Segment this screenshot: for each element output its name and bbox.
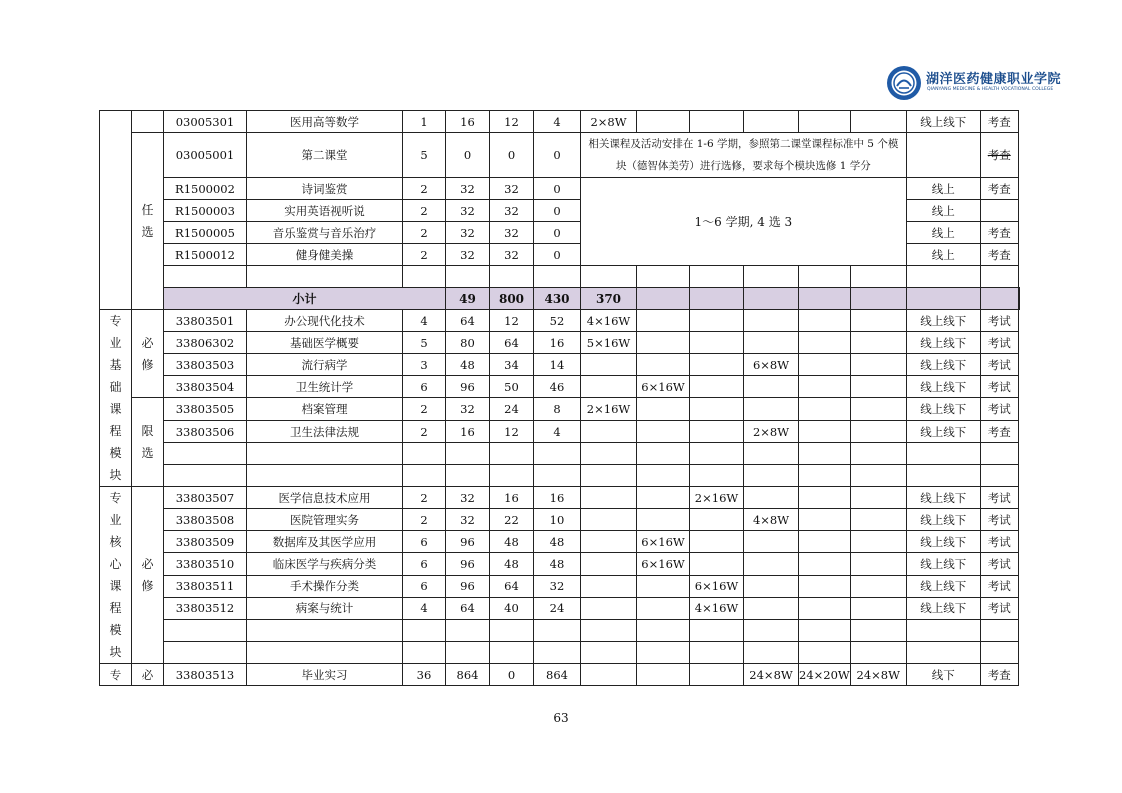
credits: 6: [403, 376, 446, 398]
semester-5: [799, 553, 851, 575]
course-name: 医学信息技术应用: [247, 487, 403, 509]
empty-cell: [446, 266, 490, 288]
teaching-mode: 线上线下: [906, 509, 980, 531]
module-label: 专: [100, 664, 132, 686]
theory-hours: 16: [490, 487, 534, 509]
course-name: 手术操作分类: [247, 575, 403, 597]
practice-hours: 8: [534, 398, 581, 421]
total-hours: 16: [446, 421, 490, 443]
theory-hours: 48: [490, 553, 534, 575]
semester-1: [581, 597, 637, 619]
course-code: 33803504: [164, 376, 247, 398]
empty-cell: [581, 266, 637, 288]
course-name: 卫生法律法规: [247, 421, 403, 443]
credits: 2: [403, 222, 446, 244]
semester-1: [581, 531, 637, 553]
assessment: 考试: [980, 487, 1018, 509]
practice-hours: 16: [534, 487, 581, 509]
semester-1: 2×8W: [581, 111, 637, 133]
table-row: [100, 354, 1020, 376]
teaching-mode: 线下: [906, 664, 980, 686]
semester-4: [744, 553, 799, 575]
assessment: 考试: [980, 575, 1018, 597]
second-classroom-note: 相关课程及活动安排在 1-6 学期，参照第二课堂课程标准中 5 个模块（德智体美劳）进行选修，要求每个模块选修 1 学分: [581, 133, 907, 178]
course-name: 实用英语视听说: [247, 200, 403, 222]
practice-hours: 10: [534, 509, 581, 531]
semester-4: [744, 575, 799, 597]
practice-hours: 0: [534, 244, 581, 266]
semester-2: [637, 421, 690, 443]
semester-5: 24×20W: [799, 664, 851, 686]
total-hours: 96: [446, 553, 490, 575]
teaching-mode: 线上线下: [906, 597, 980, 619]
semester-6: [850, 553, 906, 575]
assessment: 考查: [980, 178, 1018, 200]
semester-5: [799, 398, 851, 421]
course-name: 卫生统计学: [247, 376, 403, 398]
page-number: 63: [553, 711, 569, 725]
empty-cell: [637, 266, 690, 288]
theory-hours: 12: [490, 111, 534, 133]
credits: 2: [403, 509, 446, 531]
teaching-mode: 线上线下: [906, 354, 980, 376]
assessment: 考查: [980, 133, 1018, 178]
table-row: [100, 332, 1020, 354]
semester-3: [690, 531, 744, 553]
total-hours: 48: [446, 354, 490, 376]
semester-2: 6×16W: [637, 553, 690, 575]
practice-hours: 4: [534, 421, 581, 443]
teaching-mode: 线上线下: [906, 531, 980, 553]
theory-hours: 32: [490, 200, 534, 222]
school-logo: [886, 65, 1062, 103]
semester-2: [637, 509, 690, 531]
assessment: 考试: [980, 597, 1018, 619]
total-hours: 16: [446, 111, 490, 133]
course-name: 健身健美操: [247, 244, 403, 266]
limited-elective-label: 限选: [132, 398, 164, 487]
semester-5: [799, 111, 851, 133]
course-code: R1500005: [164, 222, 247, 244]
school-name-english: QIANYANG MEDICINE & HEALTH VOCATIONAL COLLEGE: [927, 87, 1054, 92]
semester-2: [637, 354, 690, 376]
credits: 2: [403, 398, 446, 421]
practice-hours: 48: [534, 531, 581, 553]
course-code: 33803510: [164, 553, 247, 575]
semester-6: [850, 111, 906, 133]
credits: 6: [403, 553, 446, 575]
table-row: [100, 376, 1020, 398]
semester-5: [799, 310, 851, 332]
semester-5: [799, 376, 851, 398]
total-hours: 96: [446, 575, 490, 597]
course-code: 33803503: [164, 354, 247, 376]
course-code: R1500012: [164, 244, 247, 266]
semester-2: [637, 575, 690, 597]
course-code: 33803505: [164, 398, 247, 421]
semester-6: [850, 421, 906, 443]
practice-hours: 16: [534, 332, 581, 354]
course-code: 03005001: [164, 133, 247, 178]
assessment: 考查: [980, 244, 1018, 266]
practice-hours: 14: [534, 354, 581, 376]
empty-cell: [490, 266, 534, 288]
required-label: 必修: [132, 487, 164, 664]
credits: 2: [403, 244, 446, 266]
semester-4: 24×8W: [744, 664, 799, 686]
empty-cell: [980, 266, 1018, 288]
semester-3: [690, 111, 744, 133]
table-row: [100, 619, 1020, 641]
semester-3: [690, 509, 744, 531]
table-row: [100, 664, 1020, 686]
empty-cell: [403, 266, 446, 288]
subtotal-label: 小计: [164, 288, 446, 310]
teaching-mode: 线上线下: [906, 111, 980, 133]
course-code: 33803507: [164, 487, 247, 509]
credits: 2: [403, 200, 446, 222]
table-row: [100, 641, 1020, 663]
total-hours: 64: [446, 310, 490, 332]
semester-4: [744, 332, 799, 354]
empty-cell: [906, 266, 980, 288]
course-code: 33803509: [164, 531, 247, 553]
semester-3: [690, 332, 744, 354]
total-hours: 96: [446, 531, 490, 553]
teaching-mode: 线上线下: [906, 376, 980, 398]
subtotal-practice-hours: 370: [581, 288, 637, 310]
credits: 2: [403, 421, 446, 443]
theory-hours: 64: [490, 575, 534, 597]
semester-4: [744, 398, 799, 421]
teaching-mode: 线上: [906, 222, 980, 244]
table-row: [100, 266, 1020, 288]
semester-3: [690, 664, 744, 686]
semester-5: [799, 597, 851, 619]
total-hours: 64: [446, 597, 490, 619]
total-hours: 32: [446, 509, 490, 531]
table-row: [100, 575, 1020, 597]
semester-1: 2×16W: [581, 398, 637, 421]
semester-2: [637, 310, 690, 332]
semester-6: [850, 310, 906, 332]
semester-1: 5×16W: [581, 332, 637, 354]
subtotal-total-hours: 800: [490, 288, 534, 310]
credits: 5: [403, 332, 446, 354]
assessment: 考查: [980, 421, 1018, 443]
semester-2: [637, 332, 690, 354]
elective-note: 1～6 学期, 4 选 3: [581, 178, 907, 266]
teaching-mode: 线上线下: [906, 421, 980, 443]
semester-4: [744, 111, 799, 133]
assessment: 考试: [980, 310, 1018, 332]
total-hours: 32: [446, 178, 490, 200]
semester-5: [799, 487, 851, 509]
subtotal-credits: 49: [446, 288, 490, 310]
course-name: 医院管理实务: [247, 509, 403, 531]
semester-6: [850, 398, 906, 421]
theory-hours: 32: [490, 222, 534, 244]
semester-3: [690, 421, 744, 443]
total-hours: 864: [446, 664, 490, 686]
teaching-mode: 线上: [906, 200, 980, 222]
semester-3: [690, 398, 744, 421]
theory-hours: 12: [490, 421, 534, 443]
assessment: 考查: [980, 664, 1018, 686]
assessment: 考查: [980, 111, 1018, 133]
credits: 1: [403, 111, 446, 133]
theory-hours: 22: [490, 509, 534, 531]
table-row: [100, 133, 1020, 178]
semester-4: [744, 531, 799, 553]
practice-hours: 32: [534, 575, 581, 597]
course-name: 音乐鉴赏与音乐治疗: [247, 222, 403, 244]
teaching-mode: 线上线下: [906, 332, 980, 354]
empty-cell: [534, 266, 581, 288]
assessment: 考试: [980, 398, 1018, 421]
credits: 2: [403, 487, 446, 509]
course-name: 档案管理: [247, 398, 403, 421]
assessment: [980, 200, 1018, 222]
semester-6: [850, 487, 906, 509]
subtotal-theory-hours: 430: [534, 288, 581, 310]
semester-3: 6×16W: [690, 575, 744, 597]
semester-6: [850, 575, 906, 597]
semester-5: [799, 531, 851, 553]
assessment: 考试: [980, 376, 1018, 398]
type-cell: [132, 111, 164, 133]
course-code: R1500003: [164, 200, 247, 222]
subtotal-row: [100, 288, 1020, 310]
semester-2: [637, 487, 690, 509]
semester-2: 6×16W: [637, 531, 690, 553]
course-name: 基础医学概要: [247, 332, 403, 354]
module-label-basic: 专业基础课程模块: [100, 310, 132, 487]
total-hours: 32: [446, 222, 490, 244]
teaching-mode: 线上线下: [906, 310, 980, 332]
semester-6: [850, 332, 906, 354]
semester-1: [581, 664, 637, 686]
empty-cell: [247, 266, 403, 288]
semester-3: [690, 553, 744, 575]
practice-hours: 52: [534, 310, 581, 332]
module-cell-public: [100, 111, 132, 310]
semester-4: 6×8W: [744, 354, 799, 376]
course-name: 医用高等数学: [247, 111, 403, 133]
teaching-mode: 线上: [906, 178, 980, 200]
semester-4: [744, 597, 799, 619]
semester-2: [637, 664, 690, 686]
semester-1: [581, 354, 637, 376]
semester-5: [799, 509, 851, 531]
credits: 3: [403, 354, 446, 376]
semester-6: [850, 509, 906, 531]
course-name: 诗词鉴赏: [247, 178, 403, 200]
theory-hours: 0: [490, 133, 534, 178]
theory-hours: 12: [490, 310, 534, 332]
empty-cell: [850, 266, 906, 288]
school-name: 湖洋医药健康职业学院: [926, 72, 1062, 87]
assessment: 考试: [980, 354, 1018, 376]
semester-6: 24×8W: [850, 664, 906, 686]
course-code: 33806302: [164, 332, 247, 354]
semester-1: [581, 575, 637, 597]
practice-hours: 0: [534, 178, 581, 200]
empty-cell: [744, 266, 799, 288]
total-hours: 32: [446, 398, 490, 421]
semester-1: [581, 553, 637, 575]
semester-6: [850, 376, 906, 398]
semester-5: [799, 354, 851, 376]
course-code: 33803501: [164, 310, 247, 332]
module-label-core: 专业核心课程模块: [100, 487, 132, 664]
practice-hours: 864: [534, 664, 581, 686]
assessment: 考查: [980, 222, 1018, 244]
course-name: 办公现代化技术: [247, 310, 403, 332]
assessment: 考试: [980, 332, 1018, 354]
semester-4: 2×8W: [744, 421, 799, 443]
semester-1: [581, 421, 637, 443]
total-hours: 96: [446, 376, 490, 398]
theory-hours: 0: [490, 664, 534, 686]
table-row: [100, 178, 1020, 200]
credits: 4: [403, 310, 446, 332]
semester-3: [690, 354, 744, 376]
practice-hours: 48: [534, 553, 581, 575]
practice-hours: 0: [534, 133, 581, 178]
semester-3: 4×16W: [690, 597, 744, 619]
theory-hours: 34: [490, 354, 534, 376]
assessment: 考试: [980, 509, 1018, 531]
school-emblem-icon: [886, 65, 922, 101]
semester-1: 4×16W: [581, 310, 637, 332]
course-name: 临床医学与疾病分类: [247, 553, 403, 575]
course-name: 数据库及其医学应用: [247, 531, 403, 553]
course-name: 毕业实习: [247, 664, 403, 686]
practice-hours: 46: [534, 376, 581, 398]
total-hours: 32: [446, 244, 490, 266]
semester-5: [799, 332, 851, 354]
semester-2: [637, 398, 690, 421]
course-name: 第二课堂: [247, 133, 403, 178]
table-row: [100, 111, 1020, 133]
semester-2: [637, 111, 690, 133]
semester-4: [744, 487, 799, 509]
empty-cell: [164, 266, 247, 288]
credits: 6: [403, 531, 446, 553]
practice-hours: 4: [534, 111, 581, 133]
assessment: 考试: [980, 531, 1018, 553]
course-code: 33803511: [164, 575, 247, 597]
course-code: 33803506: [164, 421, 247, 443]
teaching-mode: [906, 133, 980, 178]
practice-hours: 0: [534, 200, 581, 222]
semester-5: [799, 575, 851, 597]
elective-group-label: 任选: [132, 133, 164, 310]
semester-6: [850, 597, 906, 619]
semester-2: [637, 597, 690, 619]
course-code: 03005301: [164, 111, 247, 133]
theory-hours: 50: [490, 376, 534, 398]
total-hours: 0: [446, 133, 490, 178]
theory-hours: 32: [490, 178, 534, 200]
practice-hours: 0: [534, 222, 581, 244]
semester-4: [744, 310, 799, 332]
teaching-mode: 线上线下: [906, 398, 980, 421]
table-row: [100, 509, 1020, 531]
semester-1: [581, 376, 637, 398]
course-name: 病案与统计: [247, 597, 403, 619]
table-row: [100, 597, 1020, 619]
table-row: [100, 531, 1020, 553]
table-row: [100, 421, 1020, 443]
practice-hours: 24: [534, 597, 581, 619]
course-table: [99, 110, 1020, 686]
credits: 6: [403, 575, 446, 597]
semester-4: [744, 376, 799, 398]
credits: 36: [403, 664, 446, 686]
required-label: 必: [132, 664, 164, 686]
course-name: 流行病学: [247, 354, 403, 376]
table-row: [100, 465, 1020, 487]
assessment: 考试: [980, 553, 1018, 575]
semester-5: [799, 421, 851, 443]
course-code: 33803512: [164, 597, 247, 619]
table-row: [100, 398, 1020, 421]
total-hours: 80: [446, 332, 490, 354]
semester-4: 4×8W: [744, 509, 799, 531]
credits: 5: [403, 133, 446, 178]
semester-1: [581, 487, 637, 509]
theory-hours: 40: [490, 597, 534, 619]
semester-3: 2×16W: [690, 487, 744, 509]
semester-3: [690, 376, 744, 398]
empty-cell: [799, 266, 851, 288]
total-hours: 32: [446, 487, 490, 509]
table-row: [100, 553, 1020, 575]
semester-3: [690, 310, 744, 332]
credits: 4: [403, 597, 446, 619]
total-hours: 32: [446, 200, 490, 222]
teaching-mode: 线上线下: [906, 575, 980, 597]
semester-2: 6×16W: [637, 376, 690, 398]
course-code: R1500002: [164, 178, 247, 200]
credits: 2: [403, 178, 446, 200]
table-row: [100, 310, 1020, 332]
theory-hours: 24: [490, 398, 534, 421]
table-row: [100, 487, 1020, 509]
semester-6: [850, 531, 906, 553]
theory-hours: 64: [490, 332, 534, 354]
semester-1: [581, 509, 637, 531]
theory-hours: 48: [490, 531, 534, 553]
theory-hours: 32: [490, 244, 534, 266]
required-label: 必修: [132, 310, 164, 398]
course-code: 33803508: [164, 509, 247, 531]
course-code: 33803513: [164, 664, 247, 686]
teaching-mode: 线上线下: [906, 487, 980, 509]
teaching-mode: 线上: [906, 244, 980, 266]
semester-6: [850, 354, 906, 376]
empty-cell: [690, 266, 744, 288]
table-row: [100, 443, 1020, 465]
teaching-mode: 线上线下: [906, 553, 980, 575]
